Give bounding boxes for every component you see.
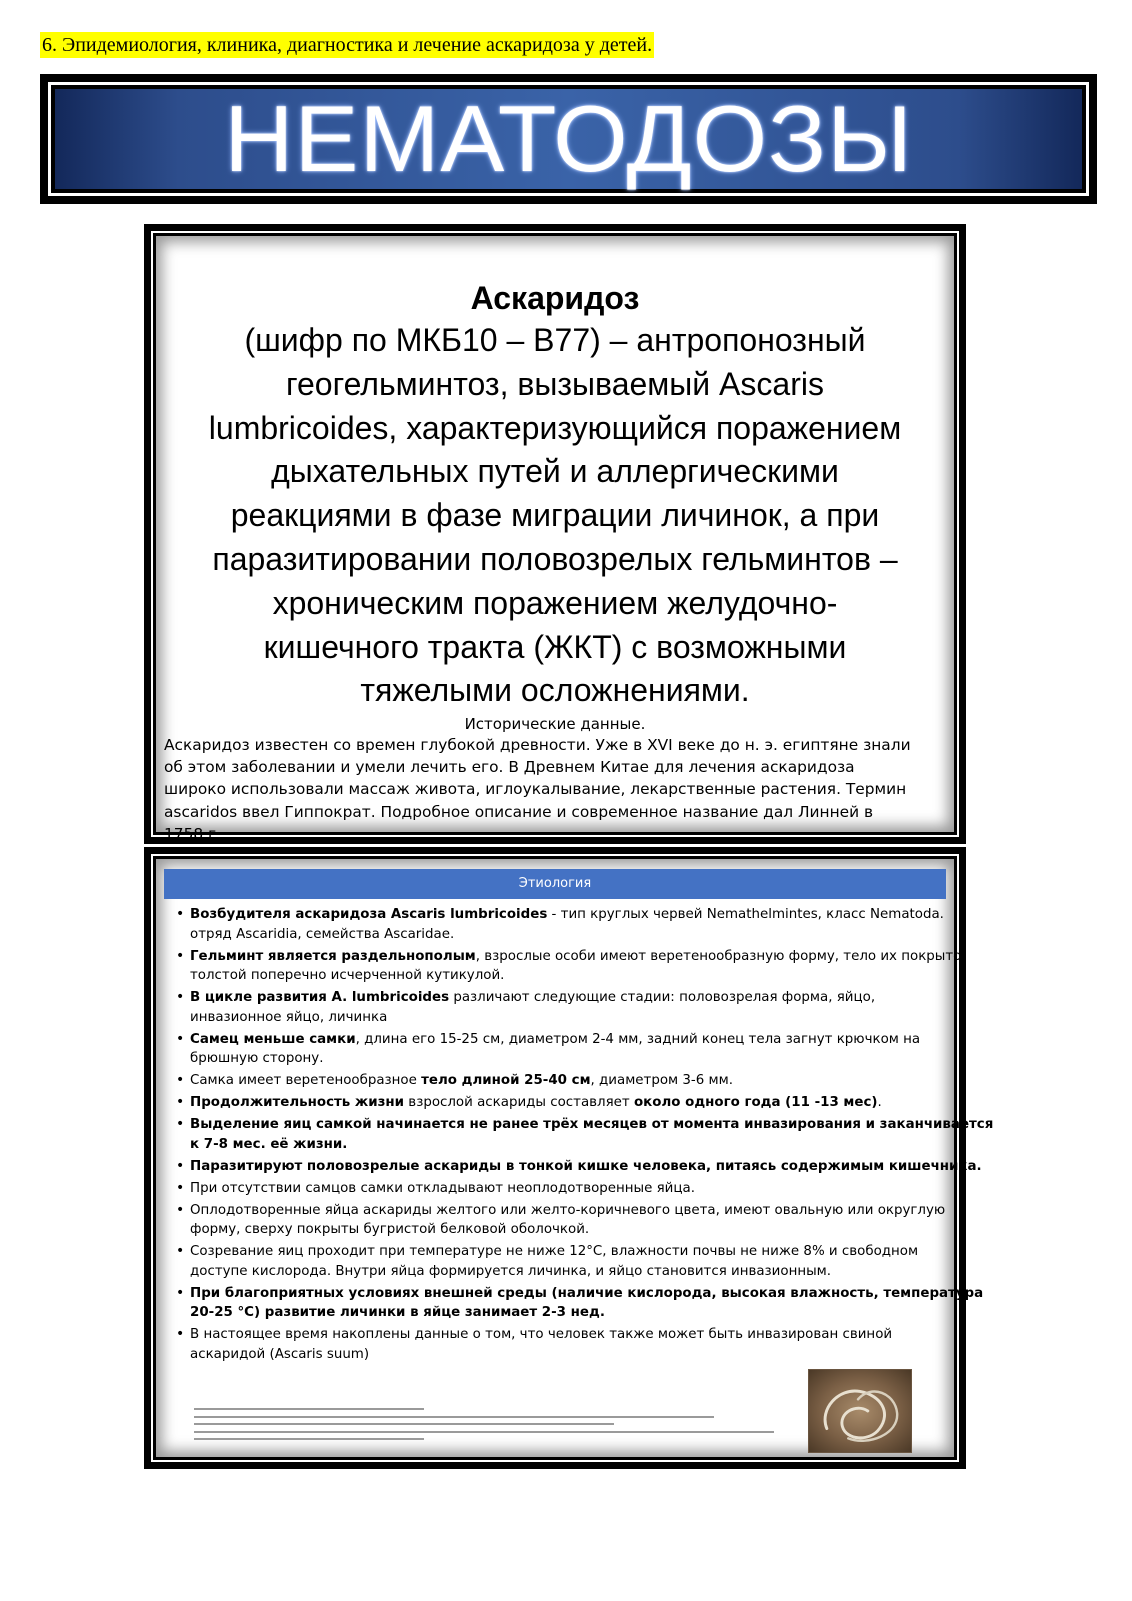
- definition-text: [162, 319, 948, 713]
- slide-body: [156, 236, 954, 843]
- slide-title: Аскаридоз: [470, 280, 640, 316]
- banner-title: НЕМАТОДОЗЫ: [224, 86, 913, 191]
- list-item: • При отсутствии самцов самки откладывают неоплодотворенные яйца.: [176, 1179, 950, 1199]
- list-item: • Самка имеет веретенообразное тело длиной 25-40 см, диаметром 3-6 мм.: [176, 1071, 950, 1091]
- history-line: ascaridos ввел Гиппократ. Подробное описание и современное название дал Линней в: [164, 802, 874, 821]
- history-title: Исторические данные.: [464, 715, 646, 733]
- ascaris-worm-photo: [808, 1369, 912, 1453]
- reference-line: [194, 1408, 424, 1410]
- banner-panel: [55, 86, 1082, 191]
- list-item: • Паразитируют половозрелые аскариды в тонкой кишке человека, питаясь содержимым кишечника.: [176, 1157, 950, 1177]
- list-item: • В цикле развития A. lumbricoides различают следующие стадии: половозрелая форма, яйцо, инвазионное яйцо, личинка: [176, 988, 950, 1027]
- definition-line: паразитировании половозрелых гельминтов –: [212, 540, 898, 577]
- list-item: • При благоприятных условиях внешней среды (наличие кислорода, высокая влажность, температура 20-25 °С) развитие личинки в яйце занимает 2-3 нед.: [176, 1284, 950, 1323]
- history-line: Аскаридоз известен со времен глубокой древности. Уже в XVI веке до н. э. египтяне знали: [164, 736, 911, 754]
- references-small-print: [184, 1404, 784, 1446]
- etiology-list: [176, 905, 994, 1367]
- list-item: • Созревание яиц проходит при температуре не ниже 12°С, влажности почвы не ниже 8% и свободном доступе кислорода. Внутри яйца формируется личинка, и яйцо становится инвазионным.: [176, 1242, 950, 1281]
- history-line: широко использовали массаж живота, иглоукалывание, лекарственные растения. Термин: [164, 780, 907, 799]
- list-item: • Самец меньше самки, длина его 15-25 см, диаметром 2-4 мм, задний конец тела загнут крючком на брюшную сторону.: [176, 1030, 950, 1069]
- history-line: об этом заболевании и умели лечить его. В Древнем Китае для лечения аскаридоза: [164, 758, 855, 777]
- reference-line: [194, 1416, 714, 1418]
- list-item: • Продолжительность жизни взрослой аскариды составляет около одного года (11 -13 мес).: [176, 1093, 950, 1113]
- slide-etiology: [144, 847, 994, 1469]
- reference-line: [194, 1438, 424, 1440]
- definition-line: lumbricoides, характеризующийся поражением: [208, 409, 902, 446]
- list-item: • Выделение яиц самкой начинается не ранее трёх месяцев от момента инвазирования и заканчивается к 7-8 мес. её жизни.: [176, 1115, 950, 1154]
- list-item: • Возбудителя аскаридоза Ascaris lumbricoides - тип круглых червей Nemathelmintes, класс Nematoda. отряд Ascaridia, семейства Ascaridae.: [176, 905, 950, 944]
- definition-line: геогельминтоз, вызываемый Ascaris: [286, 365, 824, 402]
- slide-ascaridosis-definition: [144, 224, 966, 844]
- list-item: • В настоящее время накоплены данные о том, что человек также может быть инвазирован свиной аскаридой (Ascaris suum): [176, 1325, 950, 1364]
- worm-illustration: [809, 1370, 911, 1452]
- definition-line: тяжелыми осложнениями.: [360, 672, 750, 709]
- definition-line: (шифр по МКБ10 – B77) – антропонозный: [244, 322, 866, 358]
- slide-body: [156, 859, 994, 1457]
- slide-header: Этиология: [164, 869, 946, 899]
- definition-line: хроническим поражением желудочно-: [272, 584, 838, 621]
- banner-slide: [40, 74, 1097, 204]
- history-line: 1758 г.: [164, 824, 222, 843]
- list-item: • Гельминт является раздельнополым, взрослые особи имеют веретенообразную форму, тело их покрыто толстой поперечно исчерченной кутикулой.: [176, 947, 950, 986]
- definition-line: кишечного тракта (ЖКТ) с возможными: [263, 628, 847, 665]
- document-heading: 6. Эпидемиология, клиника, диагностика и лечение аскаридоза у детей.: [42, 34, 653, 56]
- history-text: [164, 734, 948, 845]
- definition-line: реакциями в фазе миграции личинок, а при: [230, 497, 880, 534]
- reference-line: [194, 1423, 614, 1425]
- definition-line: дыхательных путей и аллергическими: [271, 453, 839, 490]
- list-item: • Оплодотворенные яйца аскариды желтого или желто-коричневого цвета, имеют овальную или округлую форму, сверху покрыты бугристой белковой оболочкой.: [176, 1201, 950, 1240]
- reference-line: [194, 1431, 774, 1433]
- banner-border: [48, 82, 1089, 196]
